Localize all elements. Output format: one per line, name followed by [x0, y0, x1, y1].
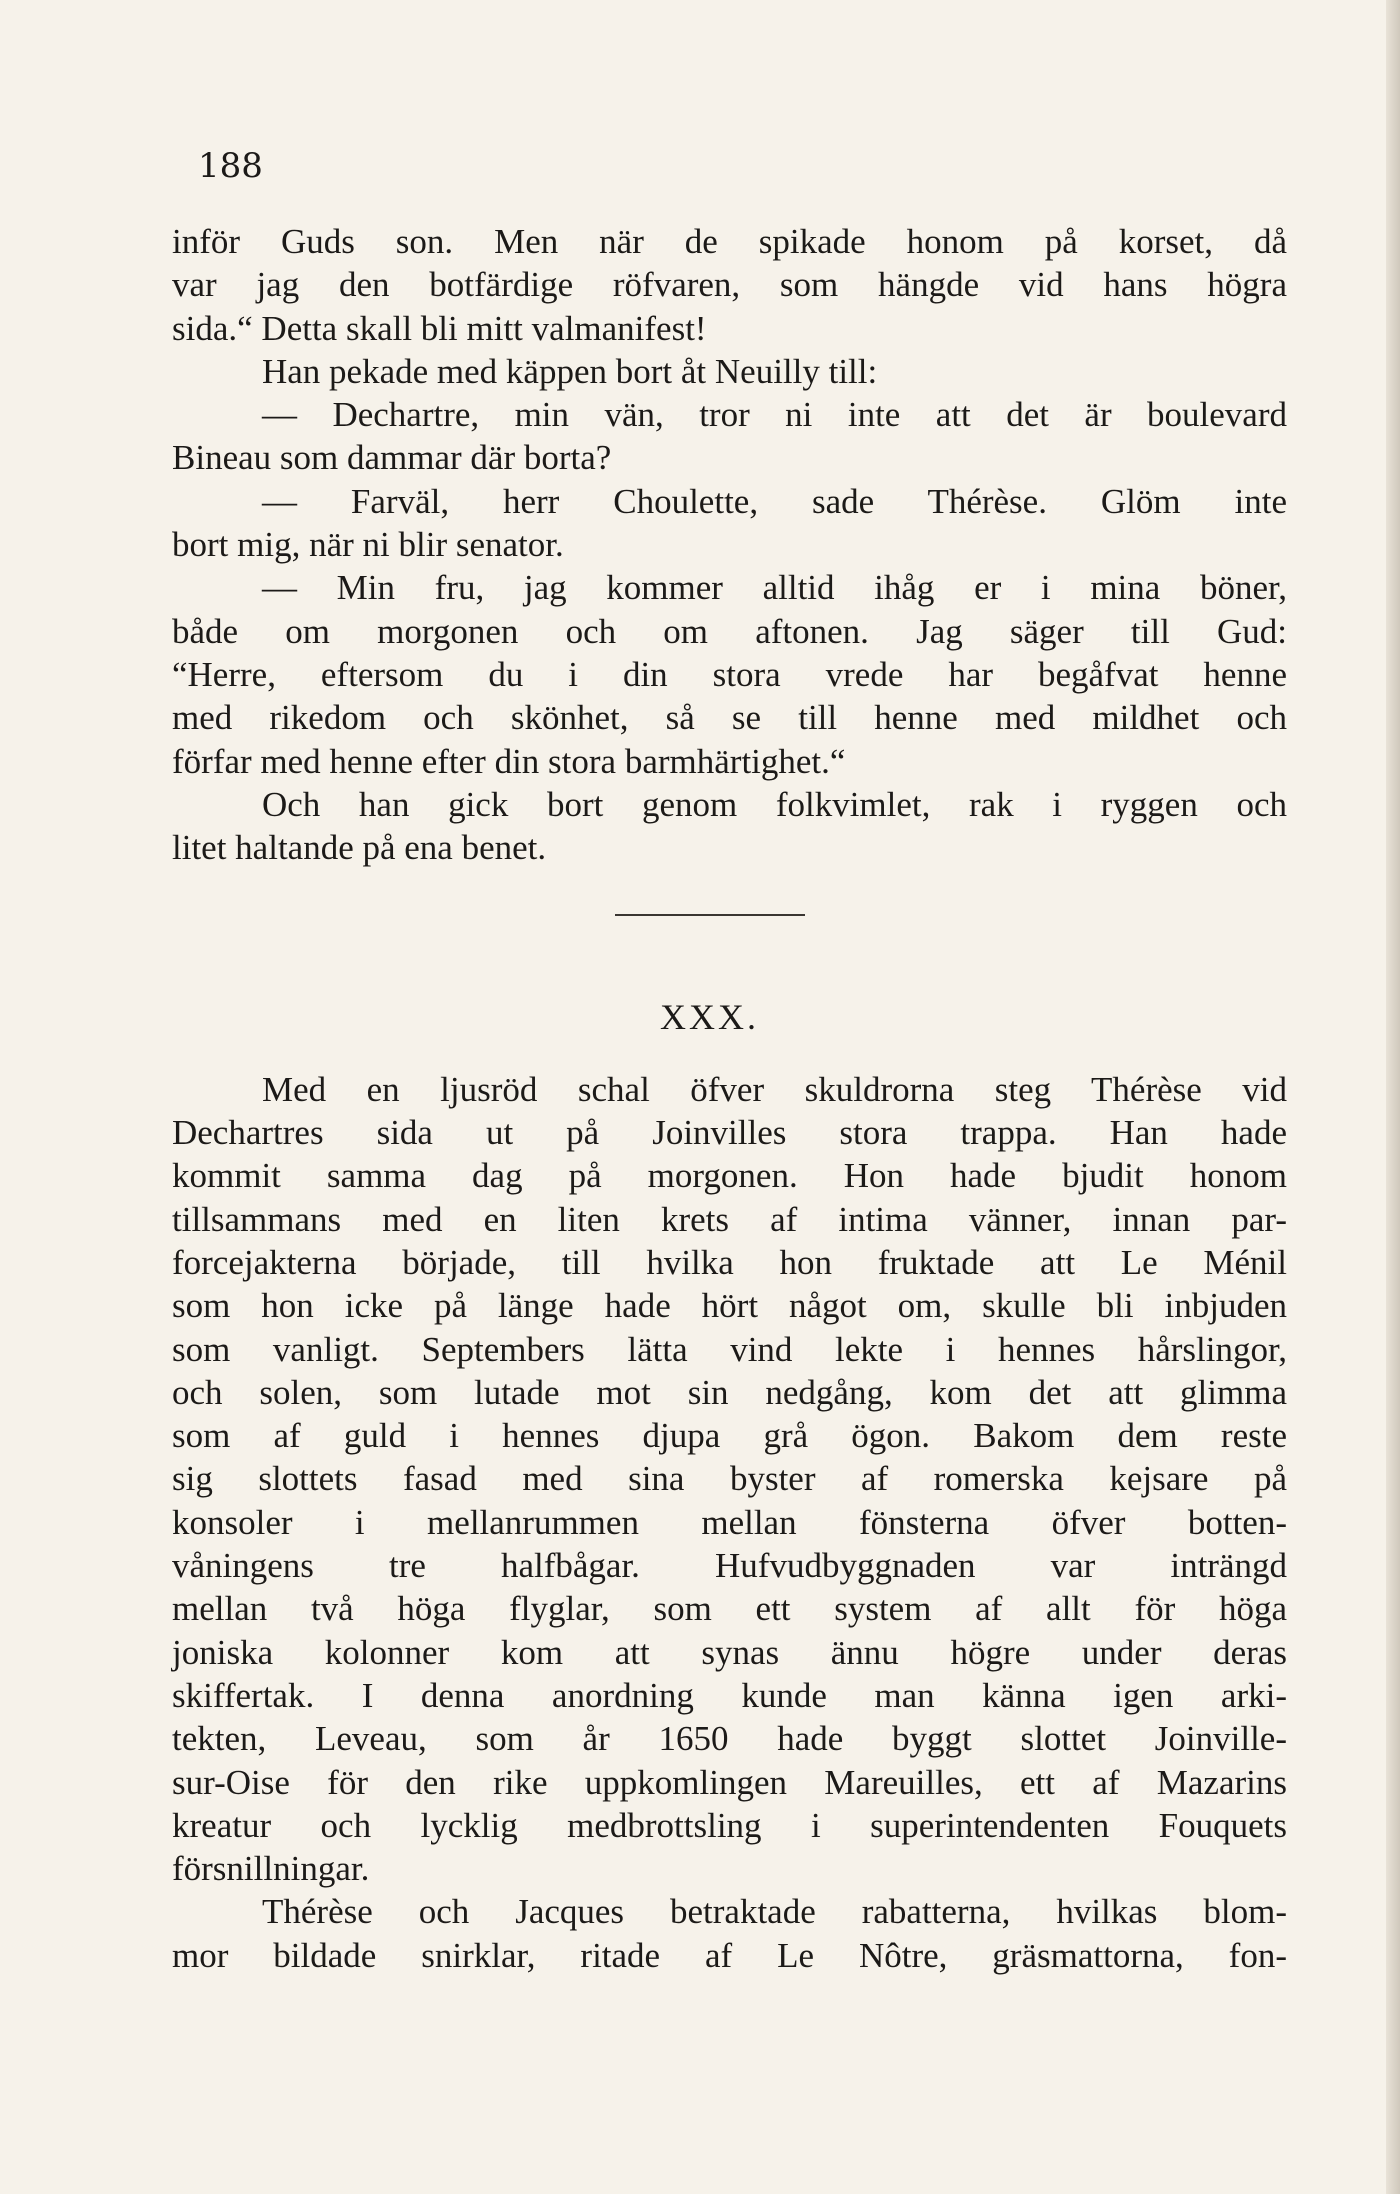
text-line: mor bildade snirklar, ritade af Le Nôtre, gräsmattorna, fon- [172, 1935, 1287, 1975]
text-line: joniska kolonner kom att synas ännu högre under deras [172, 1632, 1287, 1672]
text-line: var jag den botfärdige röfvaren, som hängde vid hans högra [172, 265, 1287, 305]
text-line: “Herre, eftersom du i din stora vrede har begåfvat henne [172, 654, 1287, 694]
section-previous-chapter-end [172, 220, 1287, 869]
text-line: Dechartres sida ut på Joinvilles stora trappa. Han hade [172, 1113, 1287, 1153]
page-edge [1386, 0, 1400, 2194]
page-number: 188 [198, 146, 263, 186]
text-line: Med en ljusröd schal öfver skuldrorna steg Thérèse vid [262, 1069, 1287, 1109]
text-line: både om morgonen och om aftonen. Jag säger till Gud: [172, 611, 1287, 651]
text-line: tekten, Leveau, som år 1650 hade byggt slottet Joinville- [172, 1719, 1287, 1759]
paragraph [172, 566, 1287, 782]
paragraph [172, 350, 1287, 393]
text-line: kommit samma dag på morgonen. Hon hade bjudit honom [172, 1156, 1287, 1196]
section-divider [615, 914, 805, 916]
text-line: kreatur och lycklig medbrottsling i superintendenten Fouquets [172, 1805, 1287, 1845]
text-line: med rikedom och skönhet, så se till henne med mildhet och [172, 698, 1287, 738]
paragraph [172, 480, 1287, 567]
text-line: tillsammans med en liten krets af intima vänner, innan par- [172, 1199, 1287, 1239]
paragraph [172, 1890, 1287, 1977]
text-line: mellan två höga flyglar, som ett system af allt för höga [172, 1589, 1287, 1629]
text-line: sida.“ Detta skall bli mitt valmanifest! [172, 308, 707, 348]
text-line: Thérèse och Jacques betraktade rabatterna, hvilkas blom- [262, 1892, 1287, 1932]
text-line: bort mig, när ni blir senator. [172, 525, 564, 565]
text-line: sig slottets fasad med sina byster af romerska kejsare på [172, 1459, 1287, 1499]
text-line: — Dechartre, min vän, tror ni inte att det är boulevard [262, 395, 1287, 435]
text-line: som hon icke på länge hade hört något om, skulle bli inbjuden [172, 1286, 1287, 1326]
text-line: och solen, som lutade mot sin nedgång, kom det att glimma [172, 1372, 1287, 1412]
text-line: litet haltande på ena benet. [172, 828, 547, 868]
text-line: våningens tre halfbågar. Hufvudbyggnaden var inträngd [172, 1546, 1287, 1586]
text-line: Och han gick bort genom folkvimlet, rak i ryggen och [262, 784, 1287, 824]
text-line: inför Guds son. Men när de spikade honom på korset, då [172, 222, 1287, 261]
text-line: försnillningar. [172, 1849, 370, 1889]
text-line: som af guld i hennes djupa grå ögon. Bakom dem reste [172, 1416, 1287, 1456]
text-line: — Min fru, jag kommer alltid ihåg er i mina böner, [262, 568, 1287, 608]
paragraph [172, 783, 1287, 870]
chapter-heading: XXX. [660, 997, 759, 1038]
text-line: — Farväl, herr Choulette, sade Thérèse. Glöm inte [262, 481, 1287, 521]
paragraph [172, 393, 1287, 480]
text-line: Han pekade med käppen bort åt Neuilly till: [262, 351, 878, 391]
text-line: konsoler i mellanrummen mellan fönsterna öfver botten- [172, 1502, 1287, 1542]
text-line: skiffertak. I denna anordning kunde man känna igen arki- [172, 1675, 1287, 1715]
page-body [172, 220, 1287, 1977]
text-line: förfar med henne efter din stora barmhärtighet.“ [172, 741, 846, 781]
paragraph [172, 220, 1287, 350]
section-chapter-xxx [172, 1068, 1287, 1977]
text-line: Bineau som dammar där borta? [172, 438, 612, 478]
paragraph [172, 1068, 1287, 1891]
text-line: som vanligt. Septembers lätta vind lekte i hennes hårslingor, [172, 1329, 1287, 1369]
text-line: forcejakterna började, till hvilka hon fruktade att Le Ménil [172, 1242, 1287, 1282]
text-line: sur-Oise för den rike uppkomlingen Mareuilles, ett af Mazarins [172, 1762, 1287, 1802]
